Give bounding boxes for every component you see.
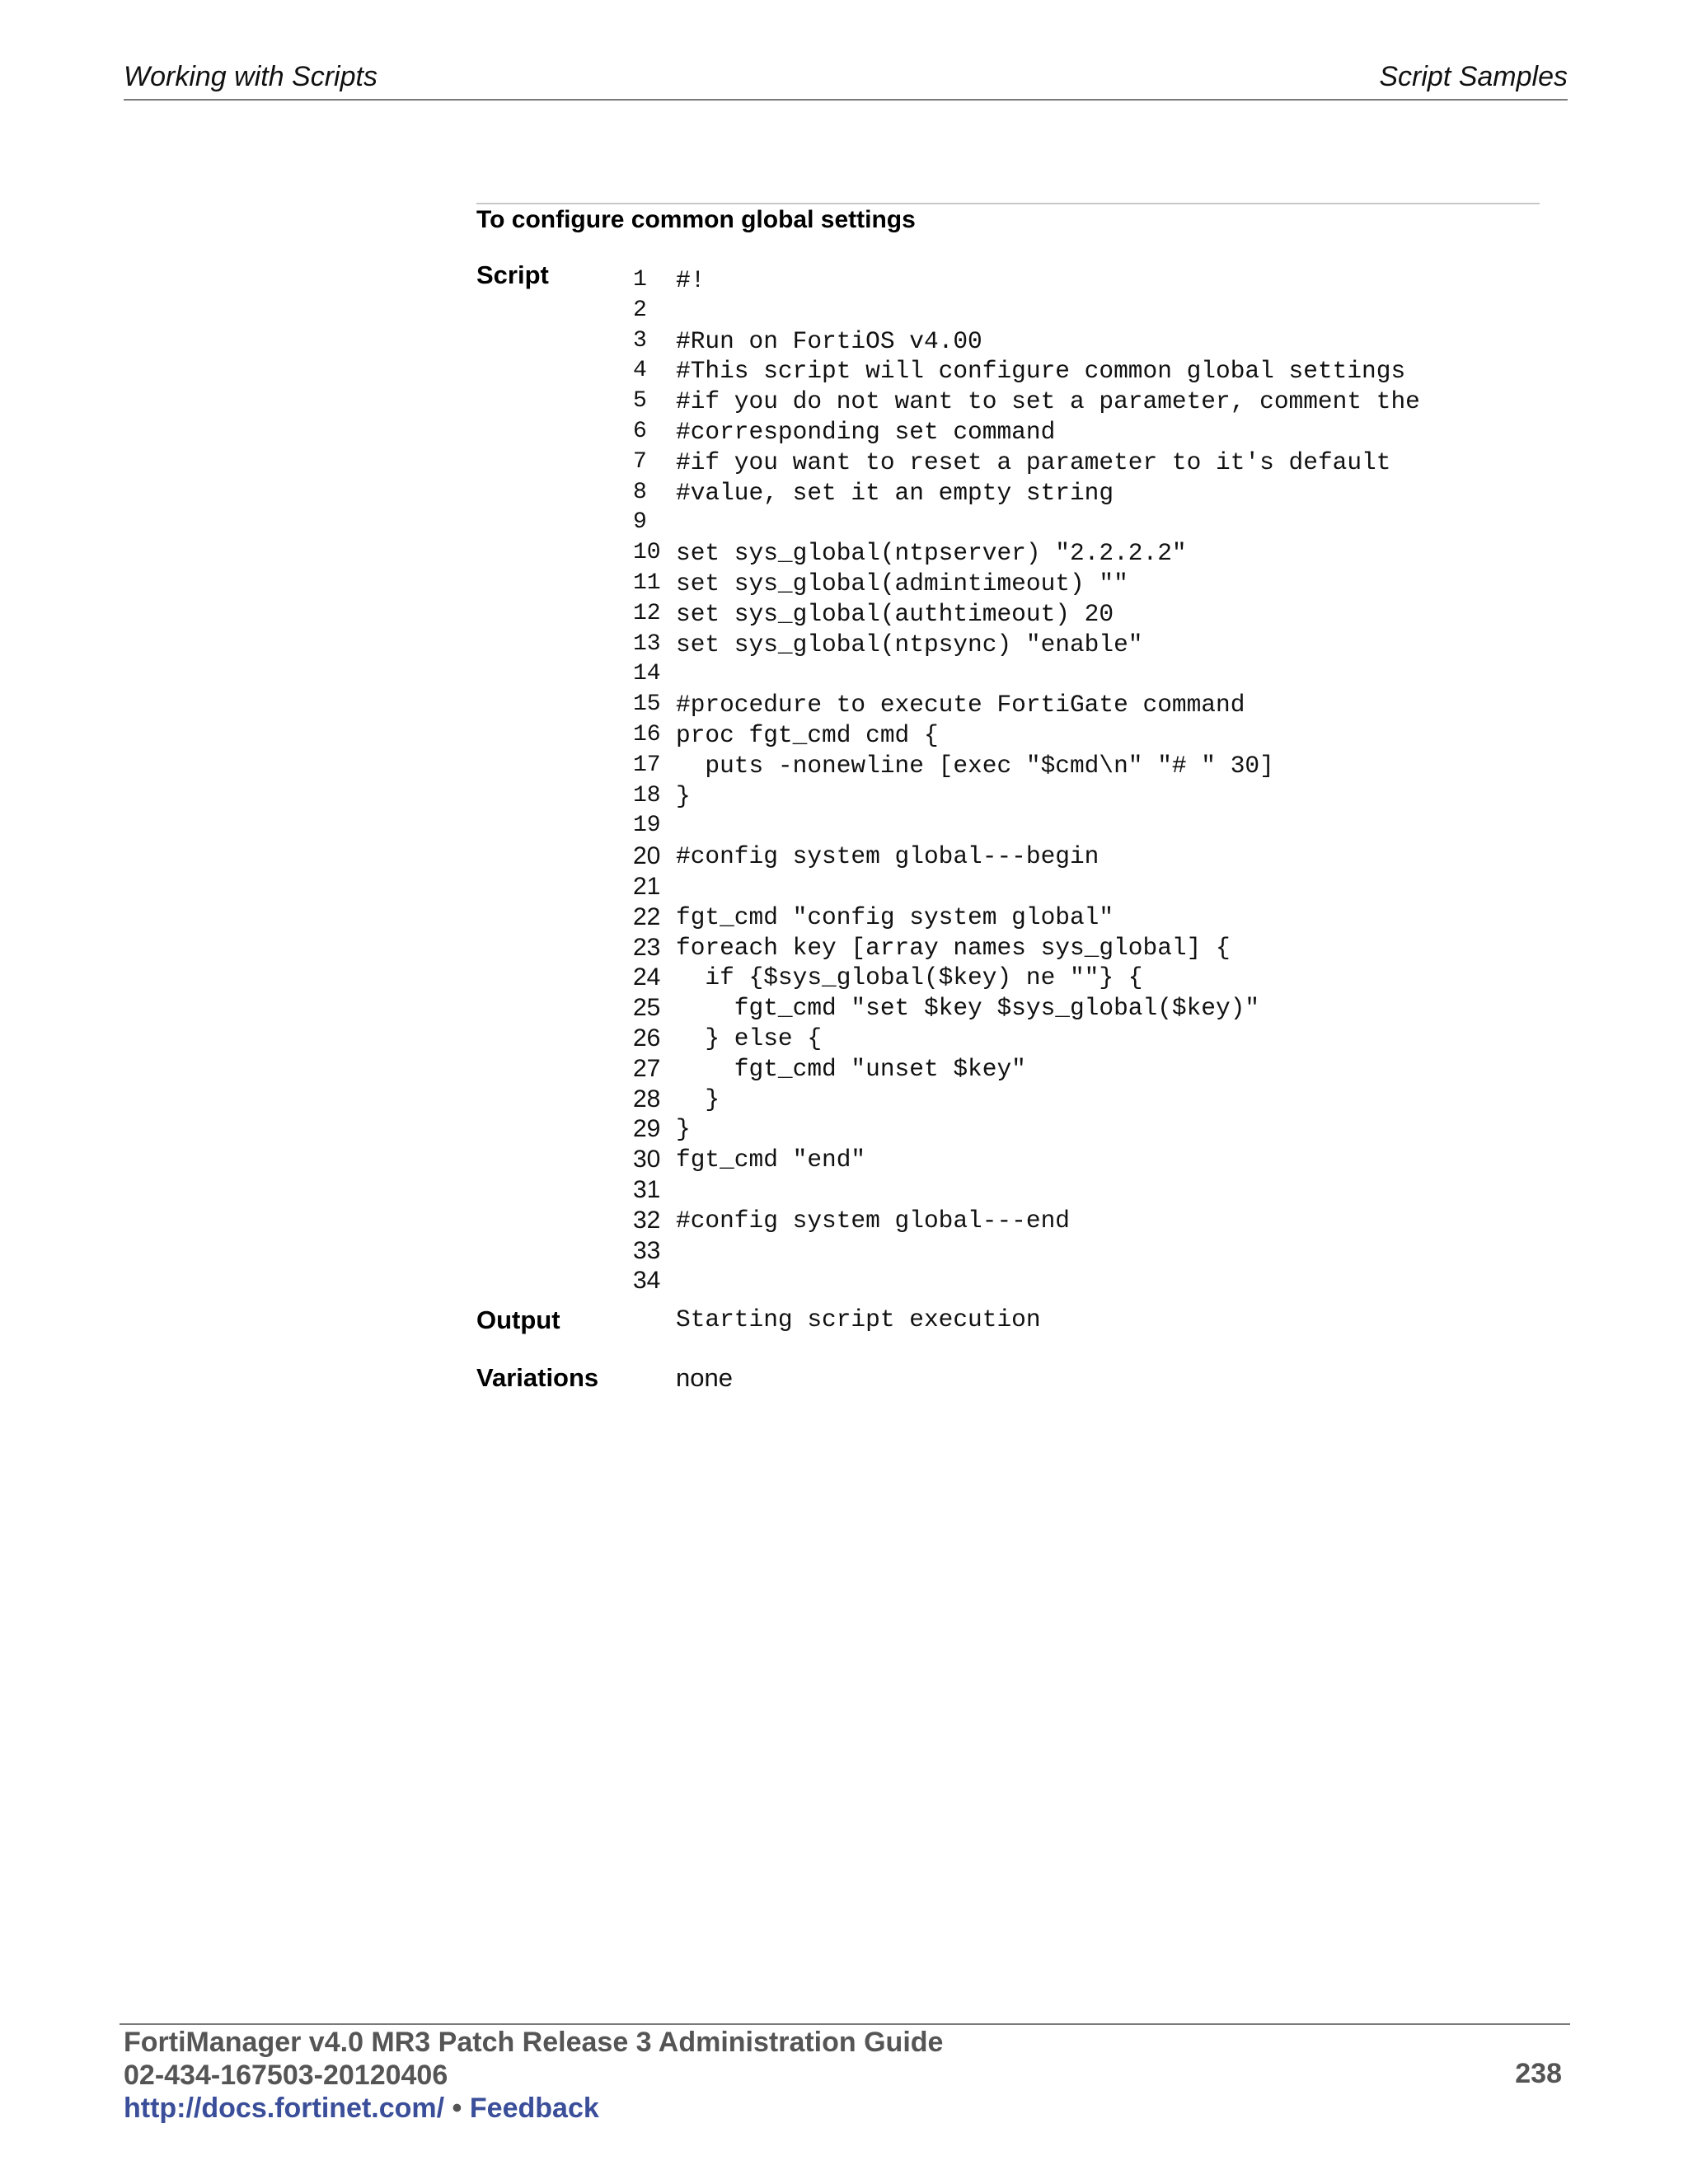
code-line [633, 1085, 1420, 1115]
output-label: Output [476, 1305, 560, 1334]
code-text: set sys_global(ntpsync) "enable" [676, 630, 1143, 658]
line-number: 15 [633, 691, 661, 718]
code-text: } else { [676, 1024, 823, 1052]
page-number: 238 [1515, 2058, 1562, 2089]
code-text: foreach key [array names sys_global] { [676, 933, 1231, 962]
line-number: 32 [633, 1206, 661, 1234]
code-text: #if you want to reset a parameter to it's default [676, 448, 1391, 476]
code-line [633, 902, 1420, 933]
line-number: 24 [633, 963, 661, 991]
code-text: } [676, 1085, 720, 1113]
code-text: #procedure to execute FortiGate command [676, 691, 1245, 719]
line-number: 30 [633, 1146, 661, 1174]
code-text: #Run on FortiOS v4.00 [676, 326, 982, 355]
footer-doc-number: 02-434-167503-20120406 [124, 2060, 448, 2091]
footer-links [124, 2093, 599, 2125]
line-number: 31 [633, 1175, 661, 1203]
code-line [633, 1206, 1420, 1236]
line-number: 33 [633, 1236, 661, 1264]
code-line [633, 296, 1420, 326]
code-line [633, 993, 1420, 1024]
code-line [633, 538, 1420, 569]
code-line [633, 811, 1420, 841]
code-text: } [676, 781, 691, 810]
variations-text: none [676, 1363, 733, 1392]
code-line [633, 1266, 1420, 1296]
code-line [633, 387, 1420, 417]
code-text: #if you do not want to set a parameter, comment the [676, 387, 1420, 416]
line-number: 9 [633, 509, 647, 536]
code-text: #This script will configure common global settings [676, 357, 1406, 386]
code-line [633, 356, 1420, 387]
code-text: fgt_cmd "config system global" [676, 902, 1114, 931]
code-line [633, 630, 1420, 660]
line-number: 5 [633, 388, 647, 415]
code-line [633, 963, 1420, 993]
line-number: 29 [633, 1115, 661, 1143]
code-line [633, 1145, 1420, 1175]
code-text: #config system global---end [676, 1206, 1070, 1235]
line-number: 10 [633, 540, 661, 566]
code-line [633, 265, 1420, 296]
code-line [633, 751, 1420, 781]
line-number: 18 [633, 782, 661, 808]
code-text: fgt_cmd "set $key $sys_global($key)" [676, 994, 1260, 1023]
code-line [633, 781, 1420, 812]
code-text: #config system global---begin [676, 842, 1100, 871]
code-line [633, 690, 1420, 720]
line-number: 19 [633, 813, 661, 839]
code-text: proc fgt_cmd cmd { [676, 720, 939, 749]
code-line [633, 1114, 1420, 1145]
docs-link[interactable]: http://docs.fortinet.com/ [124, 2093, 445, 2124]
line-number: 1 [633, 267, 647, 293]
line-number: 17 [633, 752, 661, 778]
line-number: 8 [633, 479, 647, 505]
section-title: To configure common global settings [476, 206, 916, 233]
code-line [633, 1054, 1420, 1085]
code-text: #corresponding set command [676, 417, 1056, 446]
line-number: 20 [633, 842, 661, 870]
code-line [633, 659, 1420, 690]
code-line [633, 872, 1420, 902]
variations-label: Variations [476, 1363, 599, 1392]
footer-separator: • [452, 2093, 462, 2124]
code-line [633, 448, 1420, 478]
line-number: 23 [633, 933, 661, 961]
line-number: 7 [633, 448, 647, 475]
code-line [633, 569, 1420, 599]
header-chapter-title: Working with Scripts [124, 61, 377, 92]
code-line [633, 417, 1420, 448]
code-text: if {$sys_global($key) ne ""} { [676, 963, 1143, 992]
code-text: #value, set it an empty string [676, 478, 1114, 507]
code-text: fgt_cmd "unset $key" [676, 1054, 1026, 1083]
code-line [633, 1236, 1420, 1267]
header-section-title: Script Samples [1379, 61, 1568, 92]
script-label: Script [476, 260, 549, 289]
section-divider [476, 203, 1540, 204]
line-number: 22 [633, 902, 661, 930]
code-line [633, 1024, 1420, 1054]
code-line [633, 933, 1420, 963]
line-number: 28 [633, 1085, 661, 1113]
code-text: fgt_cmd "end" [676, 1146, 866, 1174]
line-number: 26 [633, 1024, 661, 1052]
output-text: Starting script execution [676, 1305, 1041, 1333]
page-footer [120, 2023, 1570, 2124]
code-line [633, 326, 1420, 357]
line-number: 21 [633, 872, 661, 900]
footer-guide-title: FortiManager v4.0 MR3 Patch Release 3 Administration Guide [124, 2027, 944, 2058]
line-number: 16 [633, 721, 661, 748]
code-line [633, 1175, 1420, 1206]
feedback-link[interactable]: Feedback [469, 2093, 599, 2124]
code-text: } [676, 1115, 691, 1144]
code-line [633, 508, 1420, 538]
line-number: 12 [633, 600, 661, 626]
line-number: 3 [633, 327, 647, 354]
code-text: puts -nonewline [exec "$cmd\n" "# " 30] [676, 751, 1274, 780]
code-line [633, 478, 1420, 509]
line-number: 4 [633, 358, 647, 384]
code-line [633, 599, 1420, 630]
script-code-block [633, 265, 1420, 1296]
line-number: 14 [633, 661, 661, 687]
code-text: set sys_global(admintimeout) "" [676, 569, 1128, 598]
page-header [124, 59, 1568, 101]
line-number: 25 [633, 994, 661, 1022]
line-number: 13 [633, 630, 661, 657]
code-text: set sys_global(authtimeout) 20 [676, 599, 1114, 628]
line-number: 27 [633, 1054, 661, 1082]
line-number: 2 [633, 297, 647, 323]
code-line [633, 720, 1420, 751]
line-number: 11 [633, 569, 661, 596]
code-line [633, 841, 1420, 872]
code-text: set sys_global(ntpserver) "2.2.2.2" [676, 539, 1187, 568]
line-number: 6 [633, 418, 647, 444]
line-number: 34 [633, 1267, 661, 1295]
code-text: #! [676, 266, 706, 294]
